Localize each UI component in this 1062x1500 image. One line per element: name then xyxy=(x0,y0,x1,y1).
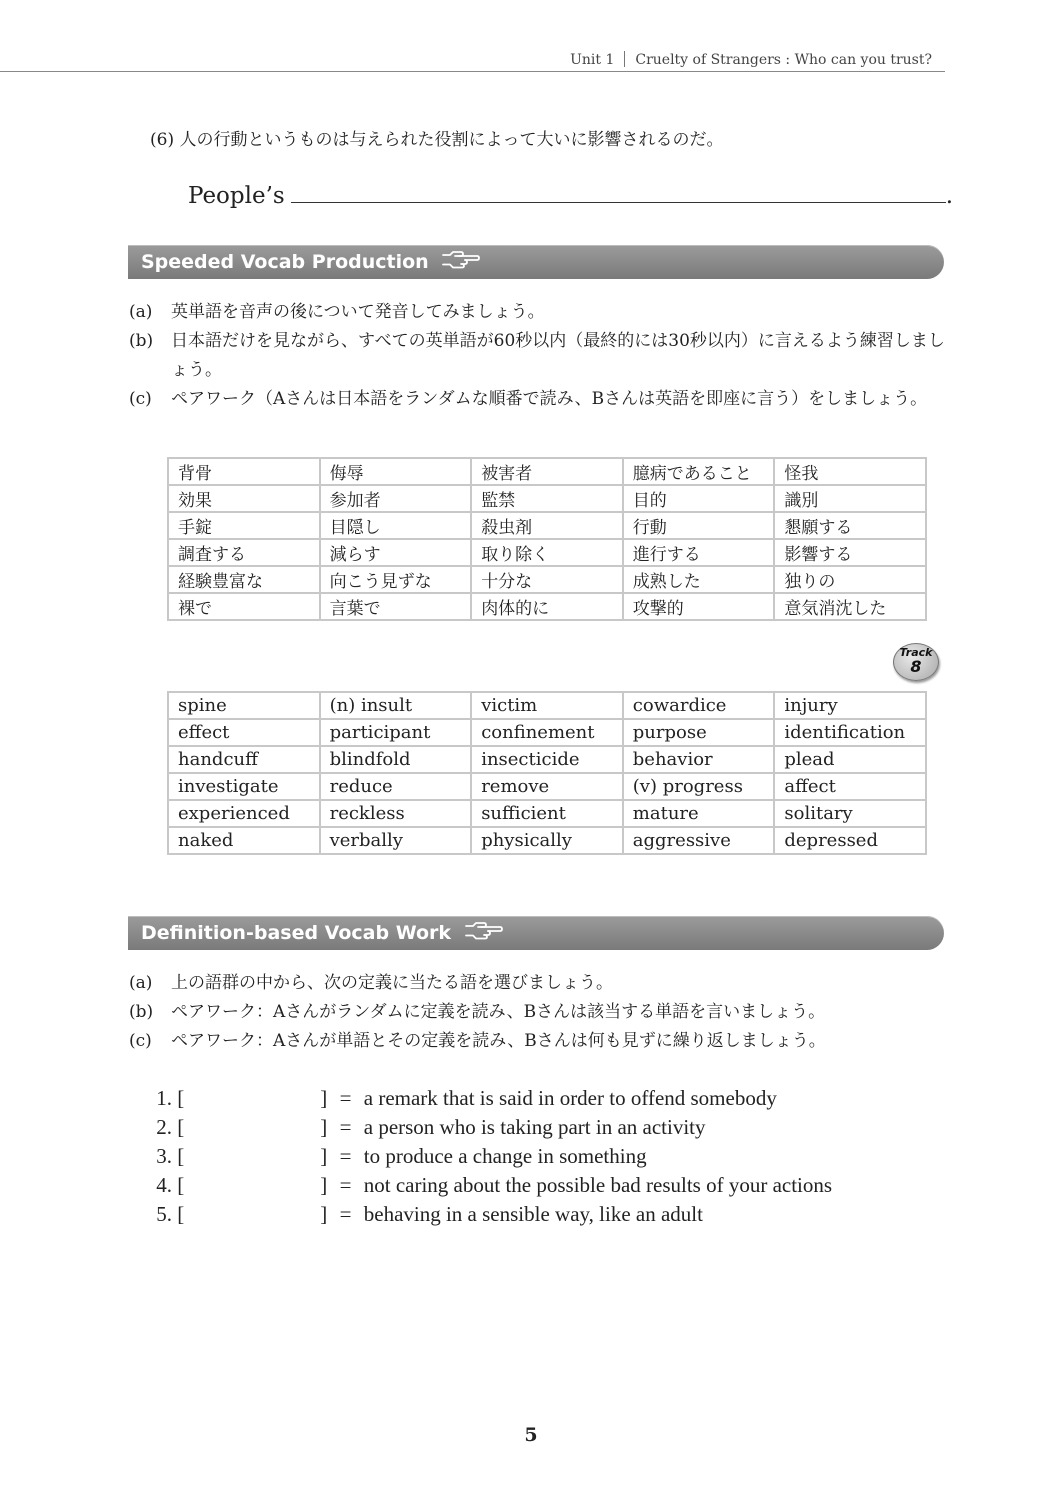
definition-text: a remark that is said in order to offend somebody xyxy=(363,1086,777,1110)
table-cell: aggressive xyxy=(623,827,775,854)
table-cell: 殺虫剤 xyxy=(471,512,623,539)
table-cell: affect xyxy=(774,773,926,800)
equals-sign: = xyxy=(339,1144,352,1168)
table-row xyxy=(168,773,926,800)
table-cell: plead xyxy=(774,746,926,773)
definition-number: 4. xyxy=(156,1173,172,1197)
table-cell: 減らす xyxy=(320,539,472,566)
table-cell: 成熟した xyxy=(623,566,775,593)
instruction-text: 上の語群の中から、次の定義に当たる語を選びましょう。 xyxy=(171,973,613,993)
table-cell: 監禁 xyxy=(471,485,623,512)
pointing-hand-icon xyxy=(464,917,504,951)
definition-text: not caring about the possible bad results of your actions xyxy=(363,1173,833,1197)
table-cell: remove xyxy=(471,773,623,800)
definition-item xyxy=(140,1173,832,1198)
table-cell: 懇願する xyxy=(774,512,926,539)
table-cell: physically xyxy=(471,827,623,854)
equals-sign: = xyxy=(339,1173,352,1197)
table-cell: 経験豊富な xyxy=(168,566,320,593)
definition-number: 2. xyxy=(156,1115,172,1139)
table-cell: 識別 xyxy=(774,485,926,512)
instruction-row xyxy=(129,385,959,414)
answer-bracket[interactable]: [ ] xyxy=(177,1202,328,1226)
definition-vocab-title: Definition-based Vocab Work xyxy=(141,922,452,944)
table-cell: 裸で xyxy=(168,593,320,620)
instruction-text: ペアワーク：Aさんが単語とその定義を読み、Bさんは何も見ずに繰り返しましょう。 xyxy=(171,1031,826,1051)
instruction-row xyxy=(129,998,959,1027)
table-row xyxy=(168,539,926,566)
table-cell: mature xyxy=(623,800,775,827)
table-cell: participant xyxy=(320,719,472,746)
table-cell: 独りの xyxy=(774,566,926,593)
english-vocab-table xyxy=(167,691,927,855)
instruction-mark: (b) xyxy=(129,331,154,351)
table-cell: 目隠し xyxy=(320,512,472,539)
definition-item xyxy=(140,1115,706,1140)
table-row xyxy=(168,719,926,746)
definition-item xyxy=(140,1086,777,1111)
question-6-prompt: (6) 人の行動というものは与えられた役割によって大いに影響されるのだ。 xyxy=(150,130,724,150)
definition-number: 5. xyxy=(156,1202,172,1226)
speeded-vocab-title: Speeded Vocab Production xyxy=(141,251,429,273)
table-cell: injury xyxy=(774,692,926,719)
table-cell: 進行する xyxy=(623,539,775,566)
table-cell: confinement xyxy=(471,719,623,746)
audio-track-badge[interactable] xyxy=(893,643,939,681)
japanese-vocab-table xyxy=(167,457,927,621)
track-label: Track xyxy=(899,646,933,659)
table-cell: 攻撃的 xyxy=(623,593,775,620)
answer-bracket[interactable]: [ ] xyxy=(177,1086,328,1110)
table-cell: 被害者 xyxy=(471,458,623,485)
table-cell: 肉体的に xyxy=(471,593,623,620)
definition-number: 1. xyxy=(156,1086,172,1110)
table-cell: reckless xyxy=(320,800,472,827)
instruction-mark: (a) xyxy=(129,973,153,993)
table-cell: insecticide xyxy=(471,746,623,773)
speeded-vocab-banner xyxy=(128,245,944,279)
table-row xyxy=(168,566,926,593)
table-cell: (v) progress xyxy=(623,773,775,800)
table-row xyxy=(168,485,926,512)
instruction-mark: (a) xyxy=(129,302,153,322)
definition-instructions xyxy=(129,969,959,1056)
instruction-row xyxy=(129,969,959,998)
table-cell: cowardice xyxy=(623,692,775,719)
table-cell: 意気消沈した xyxy=(774,593,926,620)
answer-bracket[interactable]: [ ] xyxy=(177,1115,328,1139)
table-cell: 影響する xyxy=(774,539,926,566)
table-cell: 取り除く xyxy=(471,539,623,566)
table-cell: experienced xyxy=(168,800,320,827)
instruction-mark: (c) xyxy=(129,389,152,409)
table-cell: depressed xyxy=(774,827,926,854)
table-cell: identification xyxy=(774,719,926,746)
answer-bracket[interactable]: [ ] xyxy=(177,1144,328,1168)
page-number: 5 xyxy=(524,1424,538,1446)
table-cell: reduce xyxy=(320,773,472,800)
pointing-hand-icon xyxy=(441,246,481,280)
table-cell: (n) insult xyxy=(320,692,472,719)
speeded-instructions xyxy=(129,298,959,414)
definition-text: a person who is taking part in an activity xyxy=(363,1115,706,1139)
table-cell: naked xyxy=(168,827,320,854)
answer-bracket[interactable]: [ ] xyxy=(177,1173,328,1197)
table-cell: solitary xyxy=(774,800,926,827)
table-cell: 侮辱 xyxy=(320,458,472,485)
instruction-text: 日本語だけを見ながら、すべての英単語が60秒以内（最終的には30秒以内）に言えるよう練習しましょう。 xyxy=(171,331,945,380)
definition-item xyxy=(140,1144,647,1169)
table-cell: 効果 xyxy=(168,485,320,512)
table-cell: 調査する xyxy=(168,539,320,566)
table-row xyxy=(168,512,926,539)
instruction-mark: (b) xyxy=(129,1002,154,1022)
table-row xyxy=(168,800,926,827)
table-cell: handcuff xyxy=(168,746,320,773)
table-cell: purpose xyxy=(623,719,775,746)
instruction-row xyxy=(129,1027,959,1056)
equals-sign: = xyxy=(339,1202,352,1226)
table-cell: 十分な xyxy=(471,566,623,593)
table-cell: spine xyxy=(168,692,320,719)
table-cell: behavior xyxy=(623,746,775,773)
table-cell: investigate xyxy=(168,773,320,800)
instruction-text: 英単語を音声の後について発音してみましょう。 xyxy=(171,302,545,322)
definition-item xyxy=(140,1202,703,1227)
instruction-row xyxy=(129,298,959,327)
definition-number: 3. xyxy=(156,1144,172,1168)
table-cell: 手錠 xyxy=(168,512,320,539)
header-rule xyxy=(0,71,945,72)
instruction-row xyxy=(129,327,959,385)
table-cell: 言葉で xyxy=(320,593,472,620)
equals-sign: = xyxy=(339,1115,352,1139)
header-divider xyxy=(624,51,625,67)
track-number: 8 xyxy=(910,657,922,676)
instruction-text: ペアワーク（Aさんは日本語をランダムな順番で読み、Bさんは英語を即座に言う）をしましょう。 xyxy=(171,389,928,409)
table-cell: victim xyxy=(471,692,623,719)
table-cell: 向こう見ずな xyxy=(320,566,472,593)
instruction-text: ペアワーク：Aさんがランダムに定義を読み、Bさんは該当する単語を言いましょう。 xyxy=(171,1002,826,1022)
answer-start-word: People’s xyxy=(188,183,285,209)
definition-text: behaving in a sensible way, like an adult xyxy=(363,1202,703,1226)
table-cell: 臆病であること xyxy=(623,458,775,485)
table-row xyxy=(168,827,926,854)
table-cell: 背骨 xyxy=(168,458,320,485)
header-title: Cruelty of Strangers : Who can you trust? xyxy=(635,52,932,68)
answer-blank-line[interactable] xyxy=(291,180,946,203)
table-row xyxy=(168,692,926,719)
header-unit: Unit 1 xyxy=(570,52,615,68)
table-cell: effect xyxy=(168,719,320,746)
instruction-mark: (c) xyxy=(129,1031,152,1051)
definition-vocab-banner xyxy=(128,916,944,950)
table-row xyxy=(168,458,926,485)
table-cell: 目的 xyxy=(623,485,775,512)
definition-text: to produce a change in something xyxy=(363,1144,647,1168)
equals-sign: = xyxy=(339,1086,352,1110)
table-cell: blindfold xyxy=(320,746,472,773)
table-row xyxy=(168,593,926,620)
table-row xyxy=(168,746,926,773)
table-cell: 行動 xyxy=(623,512,775,539)
answer-period: . xyxy=(945,183,954,209)
table-cell: 参加者 xyxy=(320,485,472,512)
question-6-answer xyxy=(188,180,953,209)
running-header xyxy=(570,51,932,68)
table-cell: 怪我 xyxy=(774,458,926,485)
table-cell: verbally xyxy=(320,827,472,854)
table-cell: sufficient xyxy=(471,800,623,827)
